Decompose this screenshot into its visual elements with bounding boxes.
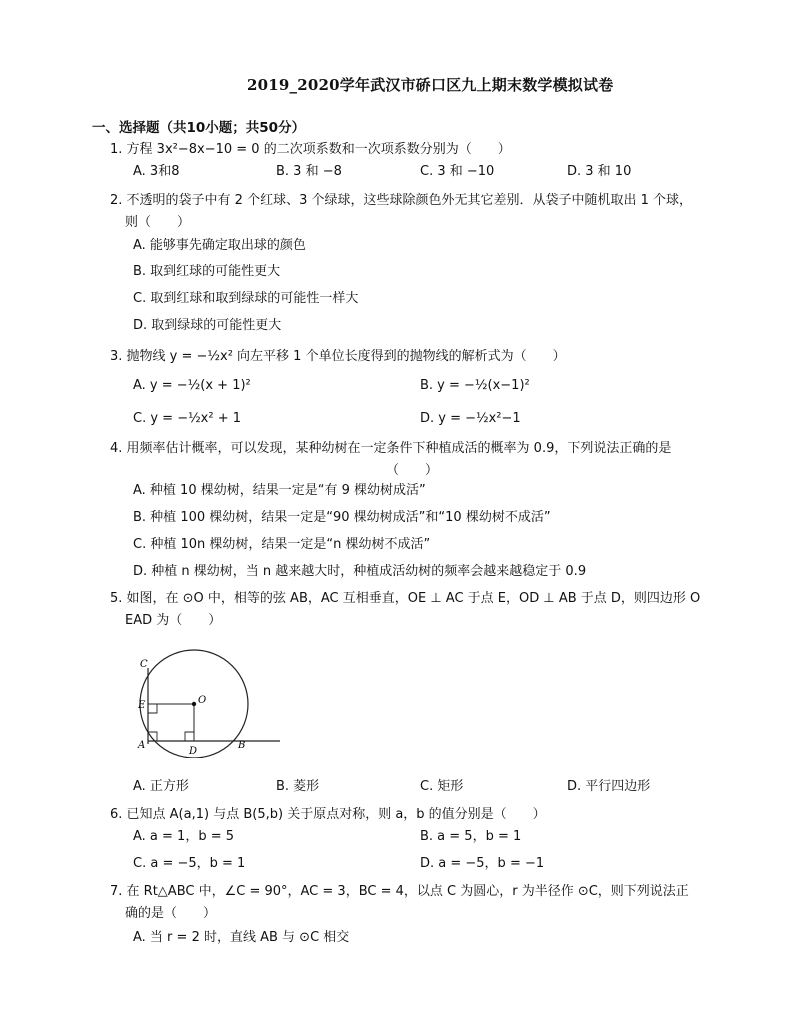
q3-option-c: C. y = −½x² + 1 bbox=[133, 411, 242, 426]
label-c: C bbox=[140, 659, 148, 670]
question-7-stem-cont: 确的是（ ） bbox=[125, 906, 217, 921]
q7-option-a: A. 当 r = 2 时，直线 AB 与 ⊙C 相交 bbox=[133, 930, 350, 945]
section-heading: 一、选择题（共10小题；共50分） bbox=[92, 120, 306, 136]
center-point bbox=[192, 702, 196, 706]
q2-option-a: A. 能够事先确定取出球的颜色 bbox=[133, 238, 306, 253]
q3-option-d: D. y = −½x²−1 bbox=[420, 411, 521, 426]
question-3-stem: 3. 抛物线 y = −½x² 向左平移 1 个单位长度得到的抛物线的解析式为（ ） bbox=[110, 349, 566, 364]
q1-option-a: A. 3和8 bbox=[133, 164, 180, 179]
question-5-stem: 5. 如图，在 ⊙O 中，相等的弦 AB，AC 互相垂直，OE ⊥ AC 于点 E，OD ⊥ AB 于点 D，则四边形 O bbox=[110, 591, 701, 606]
question-4-stem-cont: （ ） bbox=[386, 463, 439, 478]
q1-option-d: D. 3 和 10 bbox=[567, 164, 632, 179]
question-1-stem: 1. 方程 3x²−8x−10 = 0 的二次项系数和一次项系数分别为（ ） bbox=[110, 142, 511, 157]
q5-option-c: C. 矩形 bbox=[420, 779, 464, 794]
label-a: A bbox=[138, 740, 146, 751]
q1-option-b: B. 3 和 −8 bbox=[276, 164, 342, 179]
q1-option-c: C. 3 和 −10 bbox=[420, 164, 495, 179]
q6-option-c: C. a = −5，b = 1 bbox=[133, 856, 246, 871]
right-angle-e bbox=[148, 704, 157, 713]
q5-option-b: B. 菱形 bbox=[276, 779, 320, 794]
question-2-stem: 2. 不透明的袋子中有 2 个红球、3 个绿球，这些球除颜色外无其它差别．从袋子中随机取出 1 个球， bbox=[110, 193, 693, 208]
circle-diagram bbox=[132, 648, 284, 758]
right-angle-d bbox=[185, 732, 194, 741]
question-6-stem: 6. 已知点 A(a,1) 与点 B(5,b) 关于原点对称，则 a，b 的值分别是（ ） bbox=[110, 807, 546, 822]
question-5-stem-cont: EAD 为（ ） bbox=[125, 613, 222, 628]
q2-option-b: B. 取到红球的可能性更大 bbox=[133, 264, 281, 279]
label-d: D bbox=[189, 746, 198, 757]
question-4-stem: 4. 用频率估计概率，可以发现，某种幼树在一定条件下种植成活的概率为 0.9，下列说法正确的是 bbox=[110, 441, 672, 456]
q4-option-b: B. 种植 100 棵幼树，结果一定是“90 棵幼树成活”和“10 棵幼树不成活” bbox=[133, 510, 551, 525]
q5-option-d: D. 平行四边形 bbox=[567, 779, 651, 794]
q3-option-b: B. y = −½(x−1)² bbox=[420, 378, 530, 393]
q6-option-d: D. a = −5，b = −1 bbox=[420, 856, 545, 871]
q6-option-b: B. a = 5，b = 1 bbox=[420, 829, 522, 844]
q4-option-d: D. 种植 n 棵幼树，当 n 越来越大时，种植成活幼树的频率会越来越稳定于 0.9 bbox=[133, 564, 587, 579]
q6-option-a: A. a = 1，b = 5 bbox=[133, 829, 235, 844]
q5-option-a: A. 正方形 bbox=[133, 779, 189, 794]
q3-option-a: A. y = −½(x + 1)² bbox=[133, 378, 251, 393]
label-o: O bbox=[198, 695, 207, 706]
label-e: E bbox=[138, 700, 146, 711]
page-title: 2019_2020学年武汉市硚口区九上期末数学模拟试卷 bbox=[247, 76, 614, 94]
q4-option-c: C. 种植 10n 棵幼树，结果一定是“n 棵幼树不成活” bbox=[133, 537, 431, 552]
q2-option-c: C. 取到红球和取到绿球的可能性一样大 bbox=[133, 291, 359, 306]
q4-option-a: A. 种植 10 棵幼树，结果一定是“有 9 棵幼树成活” bbox=[133, 483, 426, 498]
question-7-stem: 7. 在 Rt△ABC 中，∠C = 90°，AC = 3，BC = 4，以点 C 为圆心，r 为半径作 ⊙C，则下列说法正 bbox=[110, 884, 689, 899]
question-2-stem-cont: 则（ ） bbox=[125, 215, 191, 230]
q2-option-d: D. 取到绿球的可能性更大 bbox=[133, 318, 282, 333]
label-b: B bbox=[238, 740, 246, 751]
